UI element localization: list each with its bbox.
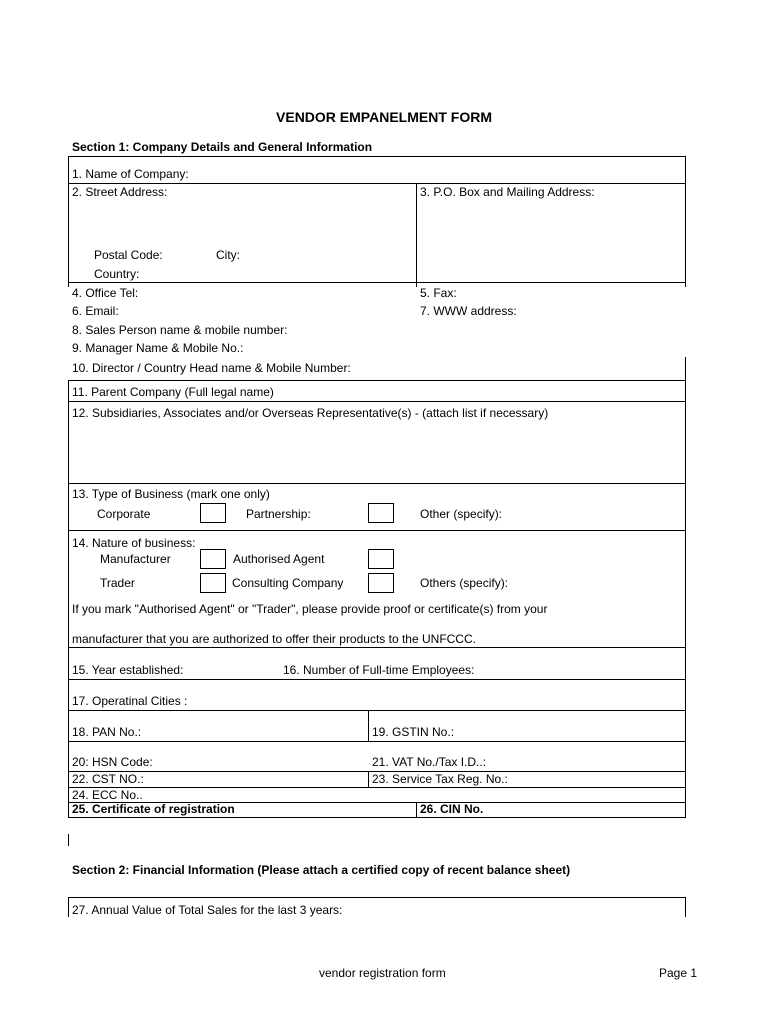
field-country: Country: (94, 267, 140, 281)
field-office-tel: 4. Office Tel: (72, 286, 139, 300)
field-email: 6. Email: (72, 304, 119, 318)
row-line (68, 741, 686, 742)
divider-cert-cin (416, 802, 417, 818)
option-other-label: Other (specify): (420, 507, 503, 521)
field-sales-person: 8. Sales Person name & mobile number: (72, 323, 288, 337)
field-subsidiaries: 12. Subsidiaries, Associates and/or Overseas Representative(s) - (attach list if necessary) (72, 406, 549, 420)
option-others-label: Others (specify): (420, 576, 509, 590)
checkbox-manufacturer[interactable] (200, 549, 226, 569)
border-left-3 (68, 897, 69, 917)
option-partnership-label: Partnership: (246, 507, 311, 521)
field-director-head: 10. Director / Country Head name & Mobile Number: (72, 361, 351, 375)
field-postal-code: Postal Code: (94, 248, 163, 262)
checkbox-corporate[interactable] (200, 503, 226, 523)
field-parent-company: 11. Parent Company (Full legal name) (72, 385, 274, 399)
row-line (68, 156, 686, 157)
note-line-2: manufacturer that you are authorized to offer their products to the UNFCCC. (72, 632, 476, 646)
field-pan-no: 18. PAN No.: (72, 725, 142, 739)
field-certificate-registration: 25. Certificate of registration (72, 802, 235, 816)
row-line (68, 787, 686, 788)
page-number: Page 1 (659, 966, 698, 980)
border-right-1 (685, 156, 686, 287)
row-line (68, 401, 686, 402)
field-vat-no: 21. VAT No./Tax I.D..: (372, 755, 487, 769)
divider-cst-stax (368, 771, 369, 787)
row-line (68, 897, 686, 898)
field-po-box: 3. P.O. Box and Mailing Address: (420, 185, 595, 199)
field-type-of-business: 13. Type of Business (mark one only) (72, 487, 270, 501)
field-cst-no: 22. CST NO.: (72, 772, 144, 786)
field-annual-sales: 27. Annual Value of Total Sales for the last 3 years: (72, 903, 343, 917)
border-left-2 (68, 380, 69, 818)
section-2-heading: Section 2: Financial Information (Please attach a certified copy of recent balance sheet) (72, 863, 571, 877)
field-ecc-no: 24. ECC No.. (72, 788, 143, 802)
row-line (68, 380, 686, 381)
checkbox-partnership[interactable] (368, 503, 394, 523)
option-consulting-company-label: Consulting Company (232, 576, 344, 590)
checkbox-trader[interactable] (200, 573, 226, 593)
field-street-address: 2. Street Address: (72, 185, 168, 199)
option-trader-label: Trader (100, 576, 135, 590)
checkbox-authorised-agent[interactable] (368, 549, 394, 569)
note-line-1: If you mark "Authorised Agent" or "Trader", please provide proof or certificate(s) from your (72, 602, 548, 616)
checkbox-consulting-company[interactable] (368, 573, 394, 593)
field-gstin-no: 19. GSTIN No.: (372, 725, 455, 739)
field-nature-of-business: 14. Nature of business: (72, 536, 196, 550)
stray-mark (68, 834, 69, 846)
option-corporate-label: Corporate (97, 507, 151, 521)
section-1-heading: Section 1: Company Details and General Information (72, 140, 373, 154)
field-name-of-company: 1. Name of Company: (72, 167, 189, 181)
field-service-tax: 23. Service Tax Reg. No.: (372, 772, 508, 786)
field-employees: 16. Number of Full-time Employees: (283, 663, 475, 677)
footer-text: vendor registration form (319, 966, 446, 980)
border-right-3 (685, 380, 686, 818)
divider-address (416, 183, 417, 287)
field-fax: 5. Fax: (420, 286, 457, 300)
field-city: City: (216, 248, 240, 262)
row-line (68, 710, 686, 711)
option-manufacturer-label: Manufacturer (100, 552, 171, 566)
row-line (68, 679, 686, 680)
field-www-address: 7. WWW address: (420, 304, 517, 318)
form-title: VENDOR EMPANELMENT FORM (276, 109, 492, 125)
row-line (68, 530, 686, 531)
row-line (68, 282, 686, 283)
border-right-2 (685, 357, 686, 380)
border-right-4 (685, 897, 686, 917)
field-manager-name: 9. Manager Name & Mobile No.: (72, 341, 244, 355)
field-operational-cities: 17. Operatinal Cities : (72, 694, 188, 708)
row-line (68, 483, 686, 484)
row-line (68, 183, 686, 184)
field-cin-no: 26. CIN No. (420, 802, 484, 816)
row-line (68, 647, 686, 648)
border-left-1 (68, 156, 69, 287)
field-year-established: 15. Year established: (72, 663, 184, 677)
option-authorised-agent-label: Authorised Agent (233, 552, 325, 566)
field-hsn-code: 20: HSN Code: (72, 755, 153, 769)
divider-pan-gstin (368, 710, 369, 741)
row-line (68, 817, 686, 818)
